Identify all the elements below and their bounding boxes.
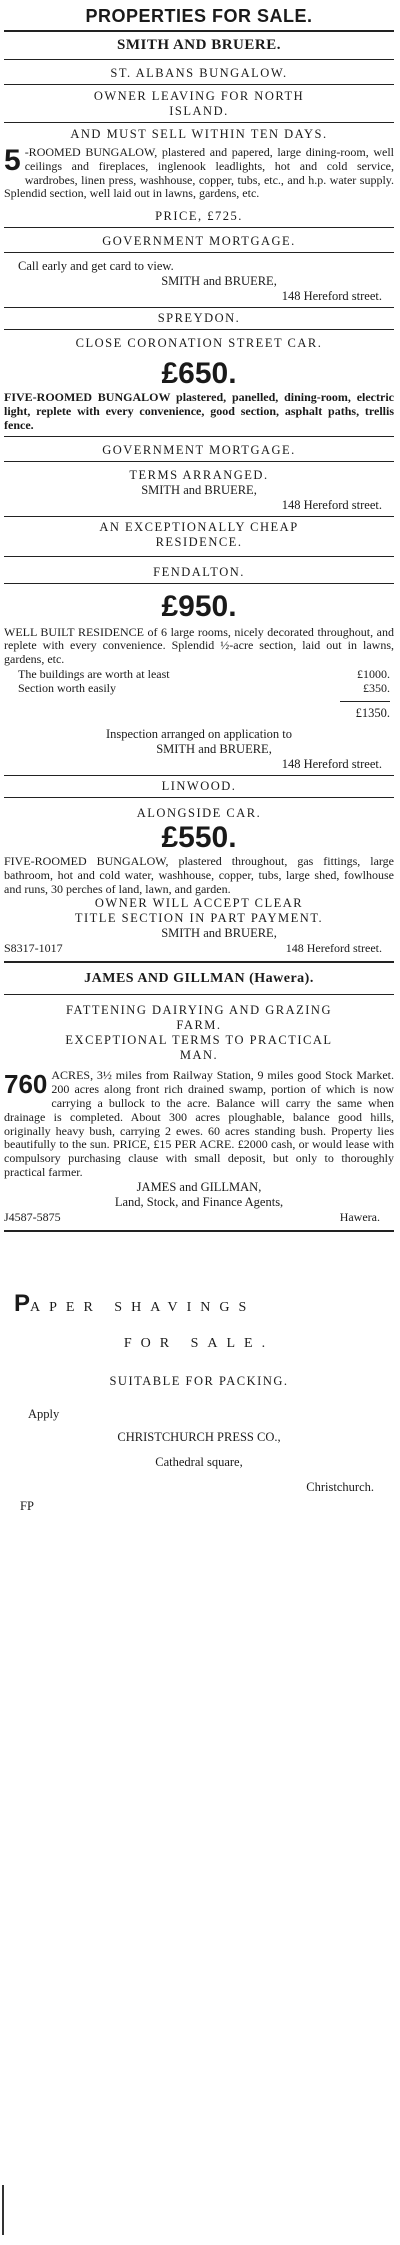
divider bbox=[4, 307, 394, 308]
ad-owner-note: TITLE SECTION IN PART PAYMENT. bbox=[74, 911, 324, 926]
divider bbox=[4, 516, 394, 517]
ad-footer-row bbox=[4, 941, 394, 955]
ad-st-albans bbox=[4, 66, 394, 304]
ad-address: 148 Hereford street. bbox=[281, 756, 382, 771]
ad-subtitle: OWNER LEAVING FOR NORTH bbox=[93, 89, 305, 103]
ad-locality: LINWOOD. bbox=[161, 778, 237, 793]
ad-title: AN EXCEPTIONALLY CHEAP bbox=[99, 519, 299, 534]
ad-terms: TERMS ARRANGED. bbox=[129, 467, 269, 482]
divider bbox=[4, 227, 394, 228]
ad-title: ALONGSIDE CAR. bbox=[136, 805, 262, 820]
valuation-total: £1350. bbox=[355, 705, 390, 720]
ad-subtitle: ISLAND. bbox=[169, 104, 229, 118]
smith-firm-heading: SMITH AND BRUERE. bbox=[117, 37, 281, 53]
drop-number: 760 bbox=[4, 1069, 48, 1100]
ad-city: Christchurch. bbox=[306, 1479, 374, 1494]
ad-title: FARM. bbox=[176, 1018, 222, 1033]
divider bbox=[4, 556, 394, 557]
ad-agent: SMITH and BRUERE, bbox=[141, 482, 257, 497]
ad-call: Call early and get card to view. bbox=[18, 259, 174, 274]
column-edge-mark bbox=[2, 2185, 4, 2235]
ad-ref-code: S8317-1017 bbox=[4, 941, 63, 956]
divider bbox=[4, 59, 394, 60]
ad-title: CLOSE CORONATION STREET CAR. bbox=[75, 336, 323, 351]
ad-subtitle: SUITABLE FOR PACKING. bbox=[109, 1373, 289, 1388]
ad-locality: SPREYDON. bbox=[157, 311, 241, 326]
divider bbox=[4, 775, 394, 776]
ad-agent: JAMES and GILLMAN, bbox=[136, 1179, 262, 1194]
divider bbox=[4, 436, 394, 437]
valuation-label: The buildings are worth at least bbox=[18, 666, 170, 681]
ad-address: Cathedral square, bbox=[155, 1454, 243, 1469]
ad-body-text: ACRES, 3½ miles from Railway Station, 9 miles good Stock Market. 200 acres along front rich drained swamp, portion of which is now carrying a bullock to the acre. Balance will carry the same when drainage is completed. About 300 acres ploughable, balance good hills, originally heavy bush, carrying 2 ewes. 60 acres standing bush. Property lies beautifully to the sun. PRICE, £15 PER ACRE. £2000 cash, or would lease with compulsory purchasing clause with small deposit, but only to thoroughly practical farmer. bbox=[4, 1068, 394, 1179]
total-rule bbox=[340, 701, 390, 702]
ad-owner-note: OWNER WILL ACCEPT CLEAR bbox=[94, 896, 304, 911]
ad-inspection: Inspection arranged on application to bbox=[105, 726, 293, 741]
ad-body: FIVE-ROOMED BUNGALOW, plastered throughout, gas fittings, large bathroom, hot and cold water, washhouse, copper, tubs, large shed, fowlhouse and runs, 30 perches of land, lawn, and garden. bbox=[4, 853, 394, 896]
divider bbox=[4, 461, 394, 462]
classified-column bbox=[4, 0, 394, 1514]
ad-title: RESIDENCE. bbox=[155, 534, 243, 549]
ad-ref-code: J4587-5875 bbox=[4, 1209, 61, 1224]
divider bbox=[4, 1230, 394, 1232]
ad-body bbox=[4, 1069, 394, 1179]
ad-code: FP bbox=[20, 1498, 34, 1513]
divider bbox=[4, 84, 394, 85]
valuation-row bbox=[4, 667, 394, 681]
ad-fendalton bbox=[4, 520, 394, 772]
ad-price: £950. bbox=[161, 589, 237, 623]
divider bbox=[4, 583, 394, 584]
ad-address: 148 Hereford street. bbox=[281, 289, 382, 304]
ad-body: FIVE-ROOMED BUNGALOW plastered, panelled, dining-room, electric light, replete with every convenience, good section, asphalt paths, trellis fence. bbox=[4, 390, 394, 432]
ad-body-text: -ROOMED BUNGALOW, plastered and papered, large dining-room, well ceilings and fireplaces, inglenook leadlights, hot and cold service, wardrobes, linen press, washhouse, copper, tubs, etc., and h.p. water supply. Splendid section, well laid out in lawns, gardens, etc. bbox=[4, 145, 394, 201]
drop-cap: P bbox=[14, 1289, 31, 1317]
ad-linwood bbox=[4, 779, 394, 955]
ad-title: EXCEPTIONAL TERMS TO PRACTICAL bbox=[65, 1033, 333, 1048]
ad-address: 148 Hereford street. bbox=[281, 497, 382, 512]
valuation-value: £350. bbox=[363, 680, 390, 695]
ad-footer-row bbox=[4, 1210, 394, 1224]
divider bbox=[4, 797, 394, 798]
ad-subtitle: AND MUST SELL WITHIN TEN DAYS. bbox=[70, 127, 328, 141]
divider bbox=[4, 329, 394, 330]
ad-mortgage: GOVERNMENT MORTGAGE. bbox=[102, 442, 296, 457]
ad-paper-shavings bbox=[4, 1290, 394, 1514]
ad-spreydon bbox=[4, 311, 394, 512]
ad-mortgage: GOVERNMENT MORTGAGE. bbox=[102, 234, 296, 249]
james-firm-heading: JAMES AND GILLMAN (Hawera). bbox=[84, 971, 314, 987]
valuation-row bbox=[4, 681, 394, 695]
ad-hawera-farm bbox=[4, 1003, 394, 1223]
divider bbox=[4, 30, 394, 32]
ad-apply: Apply bbox=[28, 1406, 60, 1421]
page-title: PROPERTIES FOR SALE. bbox=[85, 6, 313, 26]
ad-price: £650. bbox=[161, 357, 237, 391]
ad-title: ST. ALBANS BUNGALOW. bbox=[110, 66, 288, 80]
ad-locality: FENDALTON. bbox=[153, 564, 245, 579]
ad-agent: SMITH and BRUERE, bbox=[161, 926, 277, 941]
ad-title bbox=[4, 1290, 394, 1318]
ad-body: WELL BUILT RESIDENCE of 6 large rooms, nicely decorated throughout, and replete with every convenience. Splendid ½-acre section, laid out in lawns, gardens, etc. bbox=[4, 624, 394, 667]
ad-title: FATTENING DAIRYING AND GRAZING bbox=[66, 1003, 332, 1018]
ad-town: Hawera. bbox=[339, 1209, 380, 1224]
divider bbox=[4, 994, 394, 995]
ad-subtitle: FOR SALE. bbox=[123, 1335, 275, 1351]
ad-company: CHRISTCHURCH PRESS CO., bbox=[117, 1429, 281, 1444]
ad-price: £550. bbox=[161, 820, 237, 854]
divider bbox=[4, 122, 394, 123]
valuation-label: Section worth easily bbox=[18, 680, 116, 695]
ad-price: PRICE, £725. bbox=[155, 209, 243, 224]
ad-agent-desc: Land, Stock, and Finance Agents, bbox=[114, 1194, 284, 1209]
ad-title: MAN. bbox=[179, 1048, 219, 1063]
divider bbox=[4, 252, 394, 253]
ad-agent: SMITH and BRUERE, bbox=[156, 741, 272, 756]
ad-agent: SMITH and BRUERE, bbox=[161, 274, 277, 289]
valuation-value: £1000. bbox=[357, 666, 390, 681]
ad-title-text: APER SHAVINGS bbox=[30, 1299, 256, 1315]
drop-cap: 5 bbox=[4, 144, 21, 177]
divider bbox=[4, 961, 394, 963]
ad-address: 148 Hereford street. bbox=[285, 941, 382, 956]
ad-body bbox=[4, 146, 394, 201]
